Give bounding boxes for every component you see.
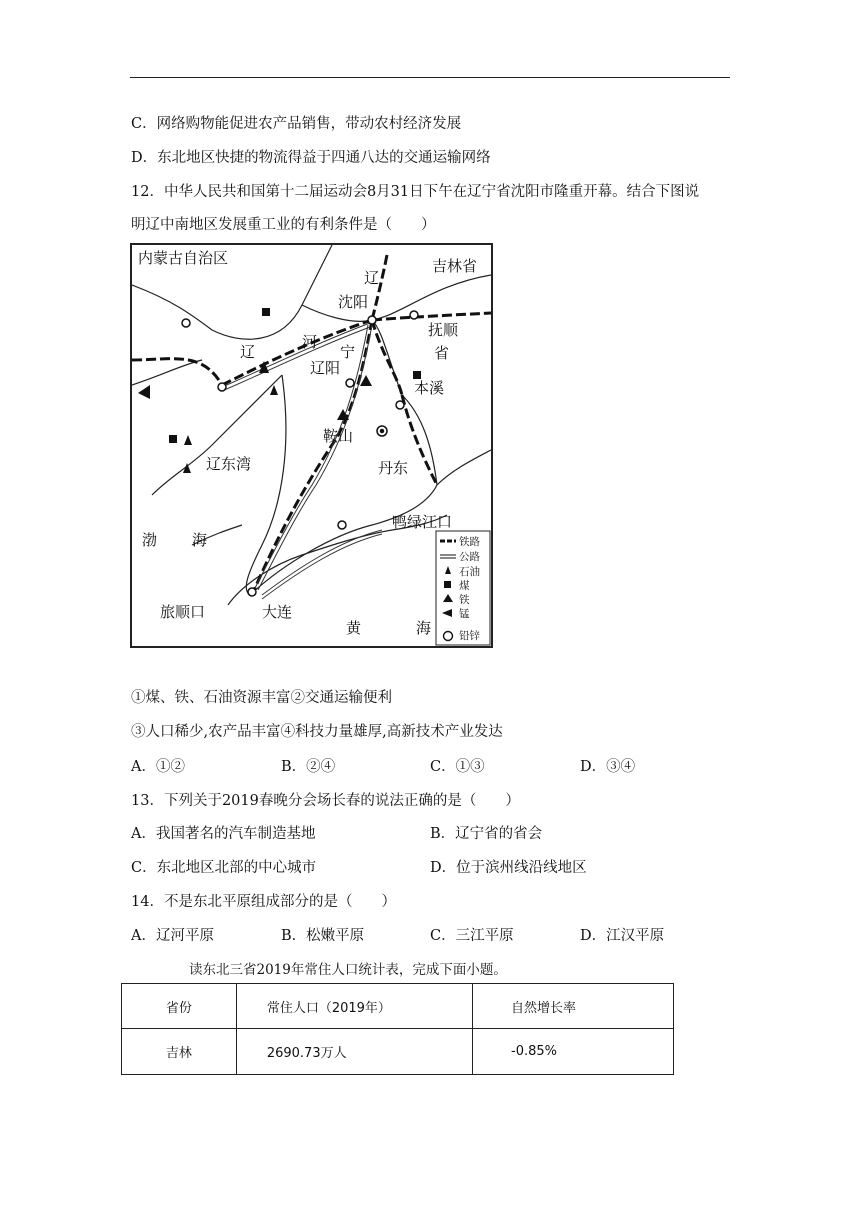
map-label-hai2: 海	[416, 619, 432, 637]
table-header-row	[122, 984, 674, 1029]
header-rule	[130, 77, 730, 78]
map-label-bo: 渤	[142, 531, 158, 549]
q12-option-d: D．③④	[580, 759, 636, 775]
q13-option-c: C．东北地区北部的中心城市	[131, 860, 317, 876]
q14-option-b: B．松嫩平原	[281, 928, 365, 944]
question-14: 14．不是东北平原组成部分的是（ ）	[131, 894, 396, 910]
liaoning-map	[130, 243, 493, 648]
option-c-prev: C．网络购物能促进农产品销售，带动农村经济发展	[131, 116, 462, 132]
question-13: 13．下列关于2019春晚分会场长春的说法正确的是（ ）	[131, 793, 520, 809]
option-d-prev: D．东北地区快捷的物流得益于四通八达的交通运输网络	[131, 150, 491, 166]
header-province: 省份	[122, 984, 237, 1029]
q14-option-c: C．三江平原	[430, 928, 514, 944]
cell-population: 2690.73万人	[236, 1029, 472, 1075]
map-label-he: 河	[302, 333, 318, 351]
header-population: 常住人口（2019年）	[236, 984, 472, 1029]
q14-option-d: D．江汉平原	[580, 928, 665, 944]
cell-growth-rate: -0.85%	[473, 1029, 674, 1075]
question-12-line2: 明辽中南地区发展重工业的有利条件是（ ）	[131, 217, 436, 233]
map-label-sheng: 省	[434, 344, 450, 362]
map-label-liao2: 辽	[240, 343, 256, 361]
map-label-neimeng: 内蒙古自治区	[138, 249, 229, 267]
q12-option-c: C．①③	[430, 759, 485, 775]
table-row	[122, 1029, 674, 1075]
header-growth-rate: 自然增长率	[473, 984, 674, 1029]
legend-railway: 铁路	[459, 536, 480, 548]
legend-manganese: 锰	[459, 608, 470, 620]
map-label-hai1: 海	[192, 531, 208, 549]
statement-1: ①煤、铁、石油资源丰富②交通运输便利	[131, 690, 392, 706]
q13-option-a: A．我国著名的汽车制造基地	[131, 826, 316, 842]
q12-option-b: B．②④	[281, 759, 336, 775]
q13-option-d: D．位于滨州线沿线地区	[430, 860, 587, 876]
map-label-dandong: 丹东	[378, 459, 409, 477]
map-legend	[436, 531, 490, 645]
legend-highway: 公路	[459, 551, 480, 563]
map-label-yalujiangkou: 鸭绿江口	[392, 513, 453, 531]
map-label-fushun: 抚顺	[428, 321, 459, 339]
map-label-benxi: 本溪	[414, 379, 445, 397]
map-svg	[132, 245, 491, 646]
legend-oil: 石油	[459, 566, 480, 578]
map-label-ning: 宁	[340, 343, 356, 361]
map-label-liaodongwan: 辽东湾	[206, 455, 252, 473]
map-label-anshan: 鞍山	[323, 427, 354, 445]
q13-option-b: B．辽宁省的省会	[430, 826, 543, 842]
legend-iron: 铁	[459, 594, 470, 606]
table-intro: 读东北三省2019年常住人口统计表，完成下面小题。	[189, 962, 507, 978]
map-label-jilin: 吉林省	[432, 257, 478, 275]
legend-leadzinc: 铅锌	[459, 630, 480, 642]
map-label-liaoyang: 辽阳	[310, 359, 341, 377]
legend-coal: 煤	[459, 580, 470, 592]
q12-option-a: A．①②	[131, 759, 185, 775]
map-label-dalian: 大连	[262, 603, 293, 621]
question-12-line1: 12．中华人民共和国第十二届运动会8月31日下午在辽宁省沈阳市隆重开幕。结合下图说	[131, 184, 700, 200]
map-label-huang: 黄	[346, 619, 362, 637]
map-label-shenyang: 沈阳	[338, 293, 369, 311]
cell-province: 吉林	[122, 1029, 237, 1075]
population-table	[121, 983, 674, 1075]
statement-2: ③人口稀少,农产品丰富④科技力量雄厚,高新技术产业发达	[131, 724, 503, 740]
q14-option-a: A．辽河平原	[131, 928, 214, 944]
map-label-liao1: 辽	[364, 269, 380, 287]
map-label-lvshunkou: 旅顺口	[160, 603, 206, 621]
